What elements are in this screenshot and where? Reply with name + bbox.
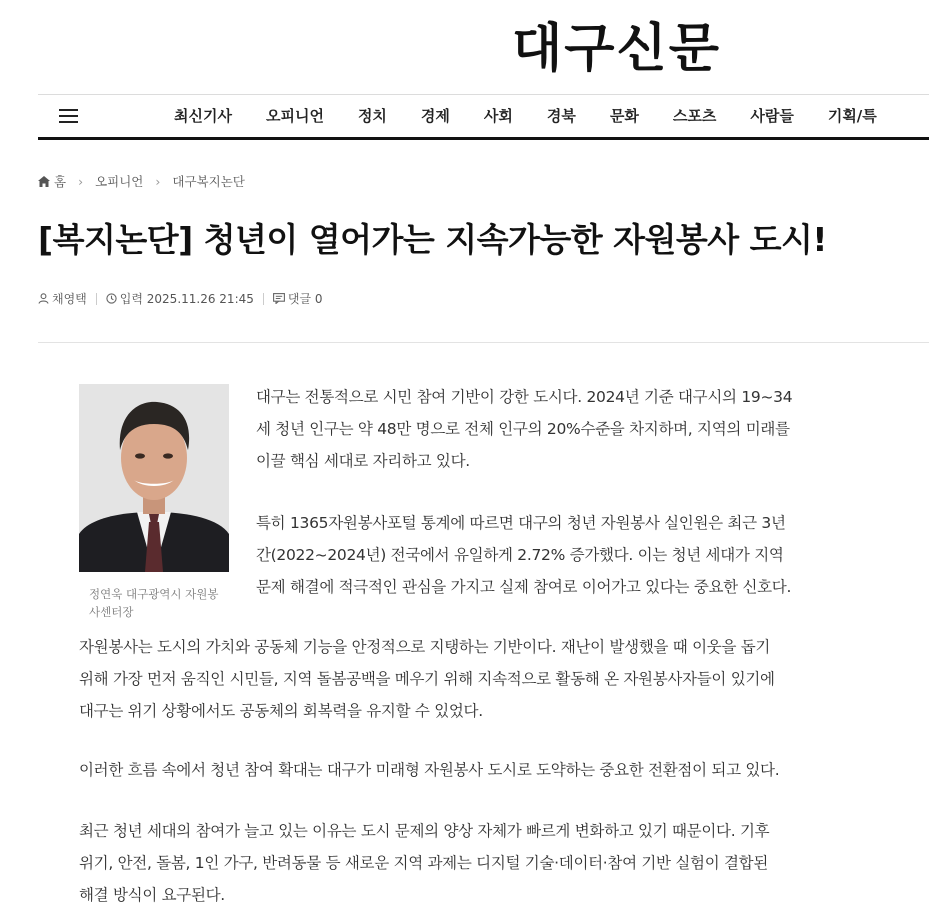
nav-item-opinion[interactable]: 오피니언 [265, 107, 324, 125]
header-divider [38, 342, 929, 343]
article-title: [복지논단] 청년이 열어가는 지속가능한 자원봉사 도시! [38, 220, 827, 259]
paragraph-line: 세 청년 인구는 약 48만 명으로 전체 인구의 20%수준을 차지하며, 지역의 미래를 [256, 420, 790, 438]
nav-item-people[interactable]: 사람들 [750, 107, 794, 125]
nav-item-politics[interactable]: 정치 [357, 107, 387, 125]
breadcrumb [38, 172, 245, 190]
paragraph-5 [79, 815, 929, 911]
breadcrumb-home[interactable]: 홈 [54, 174, 67, 189]
paragraph-2 [256, 507, 896, 603]
user-icon [38, 293, 49, 304]
paragraph-line: 이끌 핵심 세대로 자리하고 있다. [256, 452, 470, 470]
paragraph-line: 대구는 전통적으로 시민 참여 기반이 강한 도시다. 2024년 기준 대구시의 19~34 [256, 388, 793, 406]
nav-item-latest[interactable]: 최신기사 [174, 107, 232, 125]
paragraph-line: 간(2022~2024년) 전국에서 유일하게 2.72% 증가했다. 이는 청년 세대가 지역 [256, 546, 784, 564]
publish-date: 입력 2025.11.26 21:45 [119, 292, 254, 306]
home-icon [38, 176, 50, 187]
clock-icon [106, 293, 117, 304]
nav-item-sports[interactable]: 스포츠 [672, 107, 717, 125]
author-name[interactable]: 채영택 [52, 292, 87, 306]
nav-item-culture[interactable]: 문화 [609, 107, 639, 125]
paragraph-line: 이러한 흐름 속에서 청년 참여 확대는 대구가 미래형 자원봉사 도시로 도약하는 중요한 전환점이 되고 있다. [79, 761, 780, 779]
author-photo [79, 384, 229, 572]
comment-count[interactable]: 댓글 0 [287, 292, 323, 306]
meta-divider [96, 293, 97, 305]
nav-item-society[interactable]: 사회 [483, 107, 513, 125]
breadcrumb-welfare-forum[interactable]: 대구복지논단 [172, 174, 245, 189]
paragraph-line: 대구는 위기 상황에서도 공동체의 회복력을 유지할 수 있었다. [79, 702, 483, 720]
nav-item-features[interactable]: 기획/특 [827, 107, 877, 125]
paragraph-1 [256, 381, 896, 477]
site-logo[interactable]: 대구신문 [512, 18, 721, 79]
paragraph-line: 특히 1365자원봉사포털 통계에 따르면 대구의 청년 자원봉사 실인원은 최근 3년 [256, 514, 786, 532]
paragraph-line: 위기, 안전, 돌봄, 1인 가구, 반려동물 등 새로운 지역 과제는 디지털 기술·데이터·참여 기반 실험이 결합된 [79, 854, 769, 872]
comment-icon [273, 293, 285, 304]
chevron-right-icon: › [155, 173, 161, 189]
chevron-right-icon: › [78, 173, 84, 189]
photo-caption: 정연욱 대구광역시 자원봉사센터장 [89, 587, 219, 619]
article-meta [38, 290, 323, 307]
paragraph-line: 최근 청년 세대의 참여가 늘고 있는 이유는 도시 문제의 양상 자체가 빠르게 변화하고 있기 때문이다. 기후 [79, 822, 770, 840]
paragraph-line: 문제 해결에 적극적인 관심을 가지고 실제 참여로 이어가고 있다는 중요한 신호다. [256, 578, 792, 596]
paragraph-line: 위해 가장 먼저 움직인 시민들, 지역 돌봄공백을 메우기 위해 지속적으로 활동해 온 자원봉사자들이 있기에 [79, 670, 775, 688]
main-navigation [38, 94, 929, 140]
nav-items [174, 95, 911, 137]
menu-icon[interactable] [59, 109, 78, 123]
paragraph-3 [79, 631, 929, 727]
nav-item-gyeongbuk[interactable]: 경북 [546, 107, 576, 125]
nav-item-economy[interactable]: 경제 [420, 107, 450, 125]
meta-divider [263, 293, 264, 305]
breadcrumb-opinion[interactable]: 오피니언 [95, 174, 144, 189]
masthead [0, 0, 929, 94]
paragraph-line: 자원봉사는 도시의 가치와 공동체 기능을 안정적으로 지탱하는 기반이다. 재난이 발생했을 때 이웃을 돕기 [79, 638, 771, 656]
paragraph-line: 해결 방식이 요구된다. [79, 886, 225, 904]
paragraph-4 [79, 754, 929, 786]
